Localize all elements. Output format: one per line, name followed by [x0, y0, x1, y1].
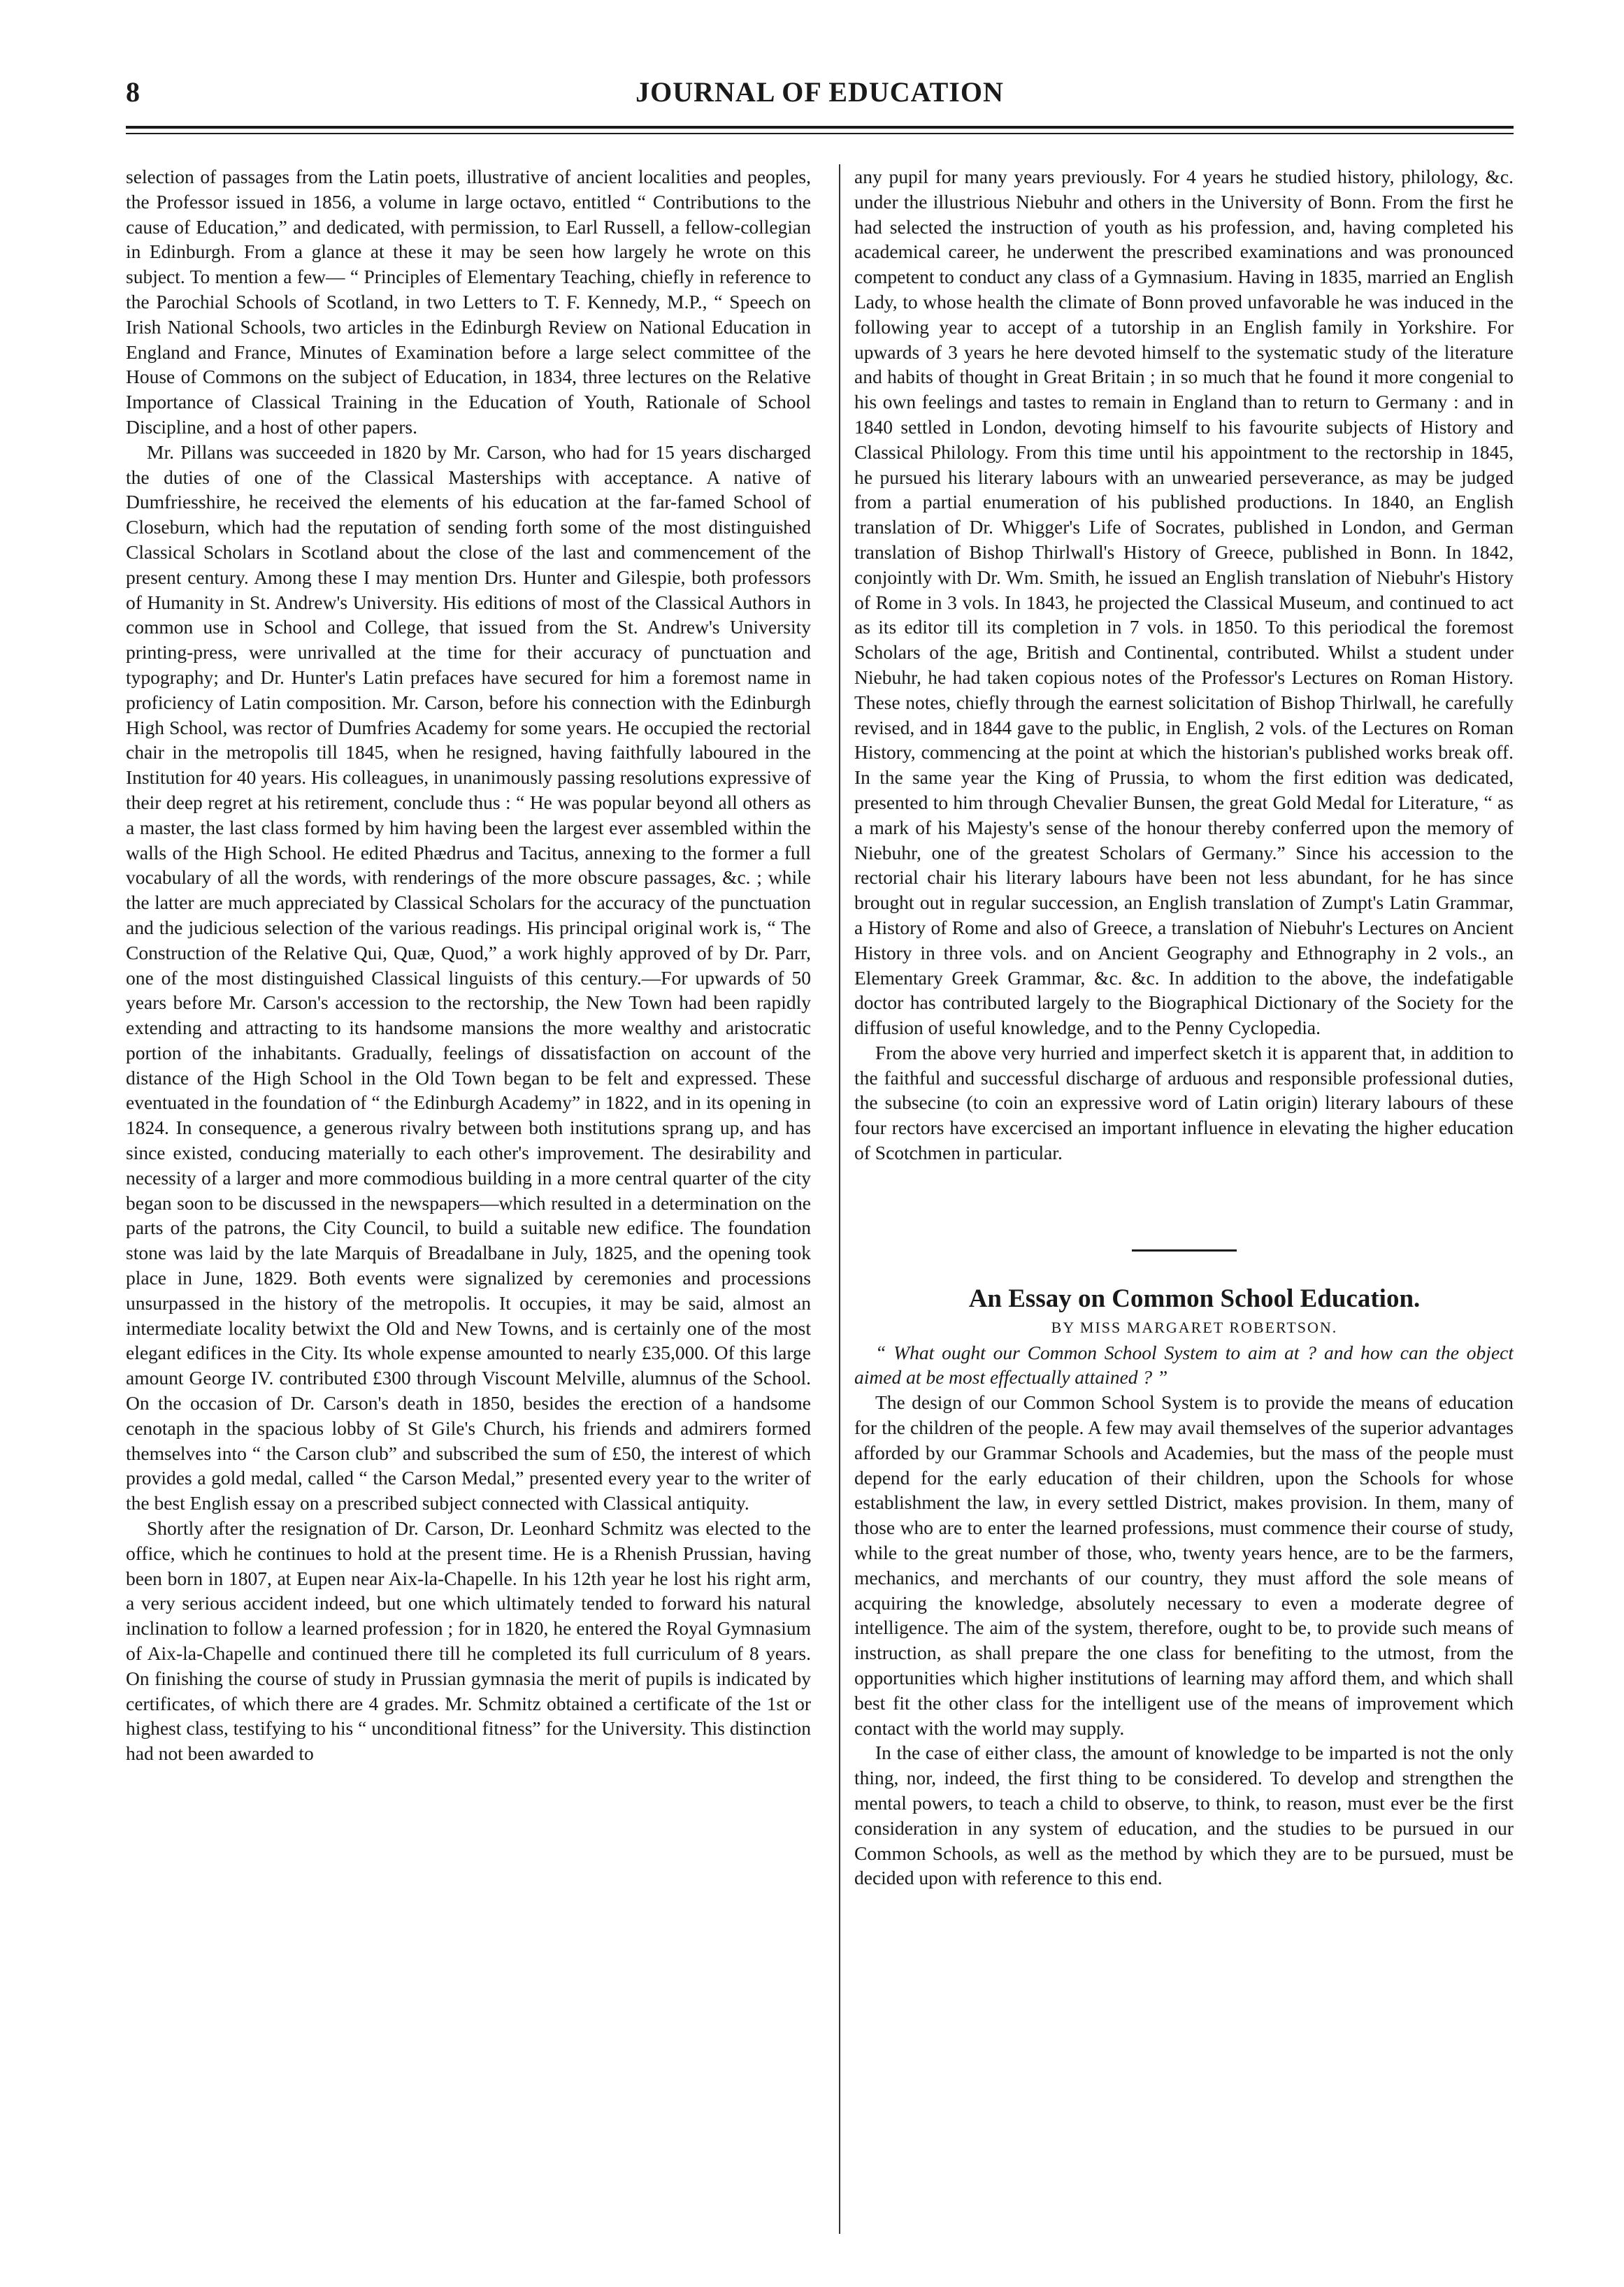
essay-paragraph-1: The design of our Common School System is to provide the means of education for the children of the people. A few may avail themselves of the superior advantages afforded by our Grammar Schools and Academies, but the mass of the people must depend for the early education of their children, upon the Schools for whose establishment the law, in every settled District, makes provision. In them, many of those who are to enter the learned professions, must commence their course of study, while to the great number of those, who, twenty years hence, are to be the farmers, mechanics, and merchants of our country, they must afford the sole means of acquiring the knowledge, absolutely necessary to even a moderate degree of intelligence. The aim of the system, therefore, ought to be, to provide such means of instruction, as shall prepare the one class for benefiting to the utmost, from the opportunities which higher institutions of learning may afford them, and which shall best fit the other class for the intelligent use of the means of improvement which contact with the world may supply.	[854, 1391, 1514, 1739]
essay-epigraph: “ What ought our Common School System to aim at ? and how can the object aimed at be most effectually attained ? ”	[854, 1341, 1514, 1389]
left-paragraph-2: Mr. Pillans was succeeded in 1820 by Mr. Carson, who had for 15 years discharged the duties of one of the Classical Masterships with acceptance. A native of Dumfriesshire, he received the elements of his education at the far-famed School of Closeburn, which had the reputation of sending forth some of the most distinguished Classical Scholars in Scotland about the close of the last and commencement of the present century. Among these I may mention Drs. Hunter and Gilespie, both professors of Humanity in St. Andrew's University. His editions of most of the Classical Authors in common use in School and College, that issued from the St. Andrew's University printing-press, were unrivalled at the time for their accuracy of punctuation and typography; and Dr. Hunter's Latin prefaces have secured for him a foremost name in proficiency of Latin composition. Mr. Carson, before his connection with the Edinburgh High School, was rector of Dumfries Academy for some years. He occupied the rectorial chair in the metropolis till 1845, when he resigned, having faithfully laboured in the Institution for 40 years. His colleagues, in unanimously passing resolutions expressive of their deep regret at his retirement, conclude thus : “ He was popular beyond all others as a master, the last class formed by him having been the largest ever assembled within the walls of the High School. He edited Phædrus and Tacitus, annexing to the former a full vocabulary of all the words, with renderings of the more obscure passages, &c. ; while the latter are much appreciated by Classical Scholars for the accuracy of the punctuation and the judicious selection of the various readings. His principal original work is, “ The Construction of the Relative Qui, Quæ, Quod,” a work highly approved of by Dr. Parr, one of the most distinguished Classical linguists of this century.—For upwards of 50 years before Mr. Carson's accession to the rectorship, the New Town had been rapidly extending and attracting to its handsome mansions the more wealthy and aristocratic portion of the inhabitants. Gradually, feelings of dissatisfaction on account of the distance of the High School in the Old Town began to be felt and expressed. These eventuated in the foundation of “ the Edinburgh Academy” in 1822, and in its opening in 1824. In consequence, a generous rivalry between both institutions sprang up, and has since existed, conducing materially to each other's improvement. The desirability and necessity of a larger and more commodious building in a more central quarter of the city began soon to be discussed in the newspapers—which resulted in a determination on the parts of the patrons, the City Council, to build a suitable new edifice. The foundation stone was laid by the late Marquis of Breadalbane in July, 1825, and the opening took place in June, 1829. Both events were signalized by ceremonies and processions unsurpassed in the history of the metropolis. It occupies, it may be said, almost an intermediate locality betwixt the Old and New Towns, and is certainly one of the most elegant edifices in the City. Its whole expense amounted to nearly £35,000. Of this large amount George IV. contributed £300 through Viscount Melville, alumnus of the School. On the occasion of Dr. Carson's death in 1850, besides the erection of a handsome cenotaph in the spacious lobby of St Gile's Church, his friends and admirers formed themselves into “ the Carson club” and subscribed the sum of £50, the interest of which provides a gold medal, called “ the Carson Medal,” presented every year to the writer of the best English essay on a prescribed subject connected with Classical antiquity.	[126, 440, 811, 1514]
essay-title: An Essay on Common School Education.	[968, 1284, 1421, 1313]
left-column	[126, 164, 811, 2248]
header-rule-thick	[126, 126, 1514, 129]
right-paragraph-2: From the above very hurried and imperfect sketch it is apparent that, in addition to the faithful and successful discharge of arduous and responsible professional duties, the subsecine (to coin an expressive word of Latin origin) literary labours of these four rectors have excercised an important influence in elevating the higher education of Scotchmen in particular.	[854, 1041, 1514, 1164]
page-number: 8	[126, 76, 140, 108]
page-header	[126, 70, 1514, 119]
left-paragraph-1: selection of passages from the Latin poets, illustrative of ancient localities and peoples, the Professor issued in 1856, a volume in large octavo, entitled “ Contributions to the cause of Education,” and dedicated, with permission, to Earl Russell, a fellow-collegian in Edinburgh. From a glance at these it may be seen how largely he wrote on this subject. To mention a few— “ Principles of Elementary Teaching, chiefly in reference to the Parochial Schools of Scotland, in two Letters to T. F. Kennedy, M.P., “ Speech on Irish National Schools, two articles in the Edinburgh Review on National Education in England and France, Minutes of Examination before a large select committee of the House of Commons on the subject of Education, in 1834, three lectures on the Relative Importance of Classical Training in the Education of Youth, Rationale of School Discipline, and a host of other papers.	[126, 166, 811, 438]
header-rule-thin	[126, 133, 1514, 134]
section-divider-rule	[1132, 1249, 1237, 1252]
right-column	[854, 164, 1514, 2248]
running-title: JOURNAL OF EDUCATION	[635, 76, 1004, 108]
left-paragraph-3: Shortly after the resignation of Dr. Carson, Dr. Leonhard Schmitz was elected to the office, which he continues to hold at the present time. He is a Rhenish Prussian, having been born in 1807, at Eupen near Aix-la-Chapelle. In his 12th year he lost his right arm, a very serious accident indeed, but one which ultimately tended to forward his natural inclination to follow a learned profession ; for in 1820, he entered the Royal Gymnasium of Aix-la-Chapelle and continued there till he completed its full curriculum of 8 years. On finishing the course of study in Prussian gymnasia the merit of pupils is indicated by certificates, of which there are 4 grades. Mr. Schmitz obtained a certificate of the 1st or highest class, testifying to his “ unconditional fitness” for the University. This distinction had not been awarded to	[126, 1517, 811, 1765]
column-divider	[839, 164, 840, 2234]
essay-paragraph-2: In the case of either class, the amount of knowledge to be imparted is not the only thing, nor, indeed, the first thing to be considered. To develop and strengthen the mental powers, to teach a child to observe, to think, to reason, must ever be the first consideration in any system of education, and the studies to be pursued in our Common Schools, as well as the method by which they are to be pursued, must be decided upon with reference to this end.	[854, 1742, 1514, 1889]
right-paragraph-1: any pupil for many years previously. For 4 years he studied history, philology, &c. under the illustrious Niebuhr and others in the University of Bonn. From the first he had selected the instruction of youth as his profession, and, having completed his academical career, he underwent the prescribed examinations and was pronounced competent to conduct any class of a Gymnasium. Having in 1835, married an English Lady, to whose health the climate of Bonn proved unfavorable he was induced in the following year to accept of a tutorship in an English family in Yorkshire. For upwards of 3 years he here devoted himself to the systematic study of the literature and habits of thought in Great Britain ; in so much that he found it more congenial to his own feelings and tastes to remain in England than to return to Germany : and in 1840 settled in London, devoting himself to his favourite subjects of History and Classical Philology. From this time until his appointment to the rectorship in 1845, he pursued his literary labours with an unwearied perseverance, as may be judged from a partial enumeration of his published productions. In 1840, an English translation of Dr. Whigger's Life of Socrates, published in London, and German translation of Bishop Thirlwall's History of Greece, published in Bonn. In 1842, conjointly with Dr. Wm. Smith, he issued an English translation of Niebuhr's History of Rome in 3 vols. In 1843, he projected the Classical Museum, and continued to act as its editor till its completion in 7 vols. in 1850. To this periodical the foremost Scholars of the age, British and Continental, contributed. Whilst a student under Niebuhr, he had taken copious notes of the Professor's Lectures on Roman History. These notes, chiefly through the earnest solicitation of Bishop Thirlwall, he carefully revised, and in 1844 gave to the public, in English, 2 vols. of the Lectures on Roman History, commencing at the point at which the historian's published works break off. In the same year the King of Prussia, to whom the first edition was dedicated, presented to him through Chevalier Bunsen, the great Gold Medal for Literature, “ as a mark of his Majesty's sense of the honour thereby conferred upon the memory of Niebuhr, one of the greatest Scholars of Germany.” Since his accession to the rectorial chair his literary labours have been not less abundant, for he has since brought out in regular succession, an English translation of Zumpt's Latin Grammar, a History of Rome and also of Greece, a translation of Niebuhr's Lectures on Ancient History in three vols. and on Ancient Geography and Ethnography in 2 vols., an Elementary Greek Grammar, &c. &c. In addition to the above, the indefatigable doctor has contributed largely to the Biographical Dictionary of the Society for the diffusion of useful knowledge, and to the Penny Cyclopedia.	[854, 166, 1514, 1039]
essay-byline: BY MISS MARGARET ROBERTSON.	[1051, 1318, 1338, 1336]
